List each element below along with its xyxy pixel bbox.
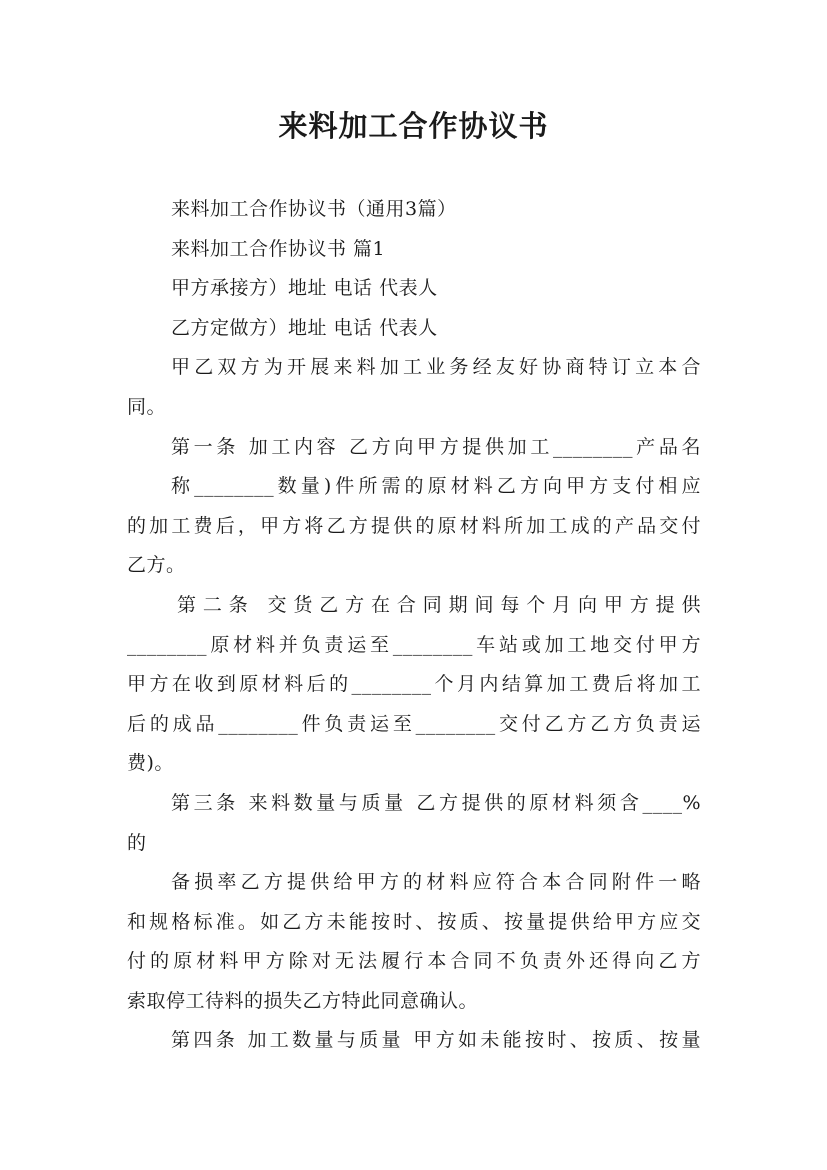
body-line: 甲方在收到原材料后的________个月内结算加工费后将加工 — [127, 673, 701, 696]
body-line: 同。 — [127, 395, 167, 418]
body-line: 来料加工合作协议书 篇1 — [171, 237, 386, 260]
body-line: 第二条 交货乙方在合同期间每个月向甲方提供 — [177, 593, 701, 616]
body-line: 来料加工合作协议书（通用3篇） — [171, 198, 457, 220]
body-line: 称________数量)件所需的原材料乙方向甲方支付相应 — [171, 475, 701, 498]
body-line: 乙方定做方）地址 电话 代表人 — [171, 316, 438, 339]
body-line: 费)。 — [127, 752, 174, 775]
body-line: 第一条 加工内容 乙方向甲方提供加工________产品名 — [171, 435, 701, 458]
body-line: 甲乙双方为开展来料加工业务经友好协商特订立本合 — [171, 356, 701, 379]
body-line: 的加工费后，甲方将乙方提供的原材料所加工成的产品交付 — [127, 514, 701, 537]
body-line: 第四条 加工数量与质量 甲方如未能按时、按质、按量 — [171, 1029, 701, 1052]
body-line: 后的成品________件负责运至________交付乙方乙方负责运 — [127, 712, 701, 735]
body-line: 备损率乙方提供给甲方的材料应符合本合同附件一略 — [171, 871, 701, 894]
body-line: 乙方。 — [127, 554, 186, 577]
body-line: ________原材料并负责运至________车站或加工地交付甲方 — [127, 633, 701, 656]
body-line: 第三条 来料数量与质量 乙方提供的原材料须含____% — [171, 791, 701, 814]
body-line: 付的原材料甲方除对无法履行本合同不负责外还得向乙方 — [127, 950, 701, 973]
document-body — [127, 190, 701, 1061]
body-line: 索取停工待料的损失乙方特此同意确认。 — [127, 989, 479, 1012]
body-line: 甲方承接方）地址 电话 代表人 — [171, 277, 438, 300]
document-title: 来料加工合作协议书 — [278, 109, 549, 143]
body-line: 和规格标准。如乙方未能按时、按质、按量提供给甲方应交 — [127, 910, 701, 933]
body-line: 的 — [127, 831, 147, 854]
